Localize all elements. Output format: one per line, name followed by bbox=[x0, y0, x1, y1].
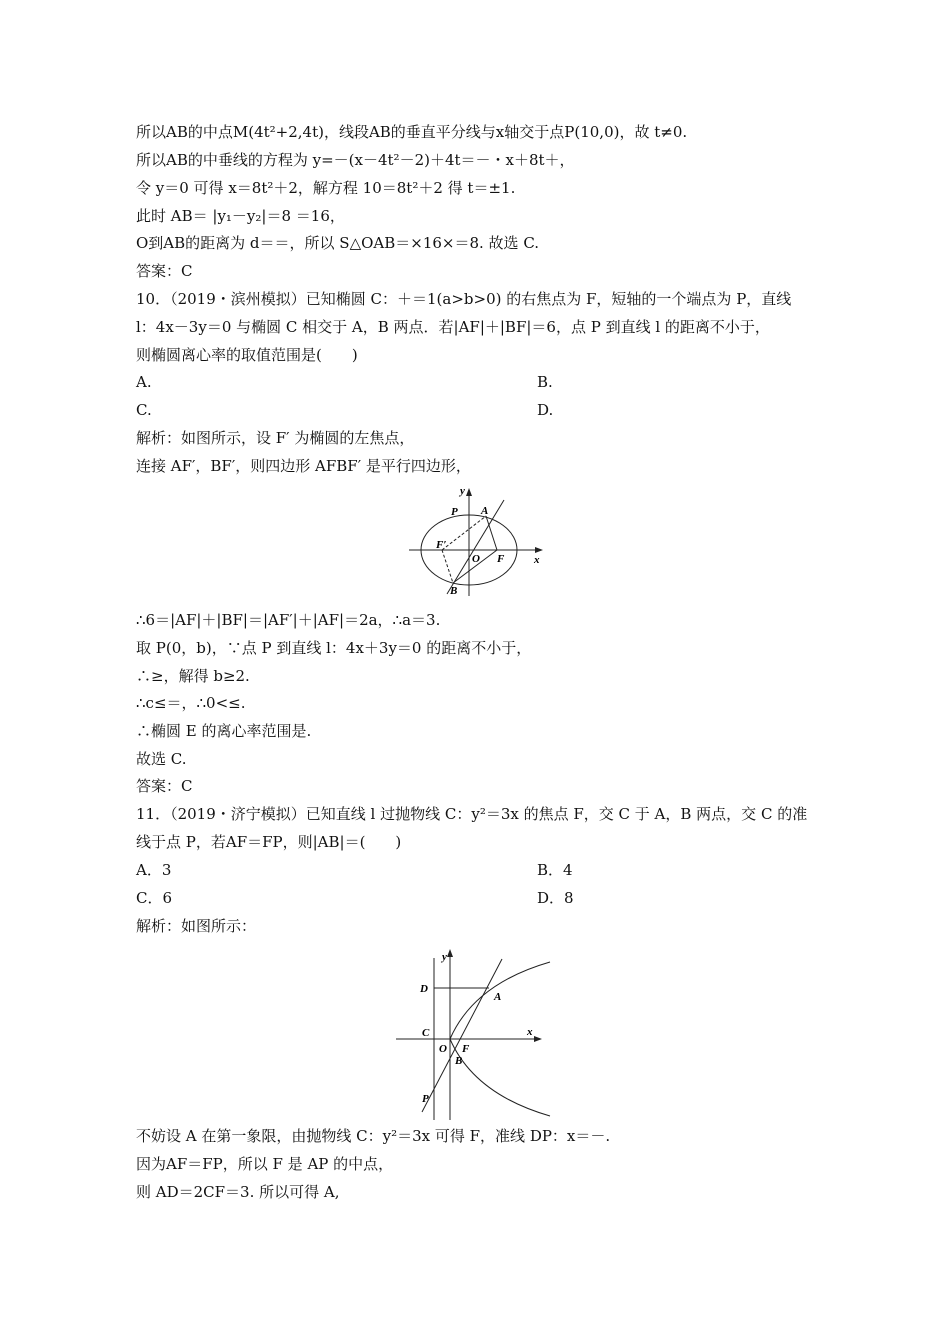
text-line: 则 AD＝2CF＝3. 所以可得 A, bbox=[136, 1183, 340, 1201]
question-text: 线于点 P，若AF＝FP，则|AB|＝( ) bbox=[136, 833, 402, 851]
label-f: F bbox=[497, 553, 505, 565]
label-b: B bbox=[450, 585, 458, 597]
answer-line: 答案：C bbox=[136, 777, 193, 795]
text-line: 不妨设 A 在第一象限，由抛物线 C：y²＝3x 可得 F，准线 DP：x＝－. bbox=[136, 1127, 611, 1145]
text-line: O到AB的距离为 d＝＝，所以 S△OAB＝×16×＝8. 故选 C. bbox=[136, 234, 540, 252]
text-line: 所以AB的中点M(4t²+2,4t)，线段AB的垂直平分线与x轴交于点P(10,0)，故 t≠0. bbox=[136, 123, 688, 141]
option-b: B. bbox=[537, 373, 553, 391]
option-a: A．3 bbox=[136, 861, 172, 879]
text-line: 故选 C. bbox=[136, 750, 187, 768]
label-a: A bbox=[481, 505, 489, 517]
option-d: D．8 bbox=[537, 889, 574, 907]
label-o: O bbox=[439, 1043, 447, 1055]
text-line: 解析：如图所示： bbox=[136, 917, 257, 935]
question-text: 10．（2019・滨州模拟）已知椭圆 C：＋＝1(a>b>0) 的右焦点为 F，短轴的一个端点为 P，直线 bbox=[136, 290, 792, 308]
text-line: ∴≥，解得 b≥2. bbox=[136, 667, 250, 685]
text-line: 因为AF＝FP，所以 F 是 AP 的中点， bbox=[136, 1155, 394, 1173]
option-a: A. bbox=[136, 373, 152, 391]
text-line: ∴椭圆 E 的离心率范围是. bbox=[136, 722, 312, 740]
label-f-prime: F′ bbox=[436, 539, 447, 551]
label-p: P bbox=[451, 506, 458, 518]
label-d: D bbox=[420, 983, 428, 995]
text-line: 所以AB的中垂线的方程为 y=－(x－4t²－2)＋4t＝－・x＋8t＋， bbox=[136, 151, 575, 169]
label-x: x bbox=[527, 1026, 533, 1038]
y-axis-arrow bbox=[466, 488, 472, 496]
option-d: D. bbox=[537, 401, 554, 419]
text-line: ∴6＝|AF|＋|BF|＝|AF′|＋|AF|＝2a，∴a＝3. bbox=[136, 611, 441, 629]
answer-line: 答案：C bbox=[136, 262, 193, 280]
x-axis-arrow bbox=[535, 547, 543, 553]
label-f: F bbox=[462, 1043, 470, 1055]
ellipse-figure bbox=[405, 482, 547, 600]
option-c: C. bbox=[136, 401, 152, 419]
question-text: 则椭圆离心率的取值范围是( ) bbox=[136, 346, 358, 364]
text-line: 连接 AF′，BF′，则四边形 AFBF′ 是平行四边形， bbox=[136, 457, 471, 475]
label-p: P bbox=[422, 1093, 429, 1105]
label-a: A bbox=[494, 991, 502, 1003]
label-y: y bbox=[442, 951, 447, 963]
question-text: l：4x－3y＝0 与椭圆 C 相交于 A，B 两点．若|AF|＋|BF|＝6，点 P 到直线 l 的距离不小于， bbox=[136, 318, 770, 336]
text-line: ∴c≤＝，∴0<≤. bbox=[136, 694, 246, 712]
label-y: y bbox=[460, 485, 465, 497]
text-line: 取 P(0，b)，∵点 P 到直线 l：4x＋3y＝0 的距离不小于， bbox=[136, 639, 532, 657]
option-b: B．4 bbox=[537, 861, 573, 879]
text-line: 解析：如图所示，设 F′ 为椭圆的左焦点， bbox=[136, 429, 415, 447]
option-c: C．6 bbox=[136, 889, 173, 907]
segment-bf-prime bbox=[442, 550, 453, 583]
text-line: 此时 AB＝ |y₁－y₂|＝8 ＝16， bbox=[136, 207, 345, 225]
label-b: B bbox=[455, 1055, 463, 1067]
segment-af-prime bbox=[442, 516, 486, 550]
parabola-figure bbox=[390, 944, 554, 1124]
label-o: O bbox=[472, 553, 480, 565]
x-axis-arrow bbox=[534, 1036, 542, 1042]
question-text: 11．（2019・济宁模拟）已知直线 l 过抛物线 C：y²＝3x 的焦点 F，交 C 于 A，B 两点，交 C 的准 bbox=[136, 805, 808, 823]
label-c: C bbox=[422, 1027, 430, 1039]
y-axis-arrow bbox=[447, 949, 453, 957]
text-line: 令 y＝0 可得 x＝8t²＋2，解方程 10＝8t²＋2 得 t＝±1. bbox=[136, 179, 516, 197]
label-x: x bbox=[534, 554, 540, 566]
